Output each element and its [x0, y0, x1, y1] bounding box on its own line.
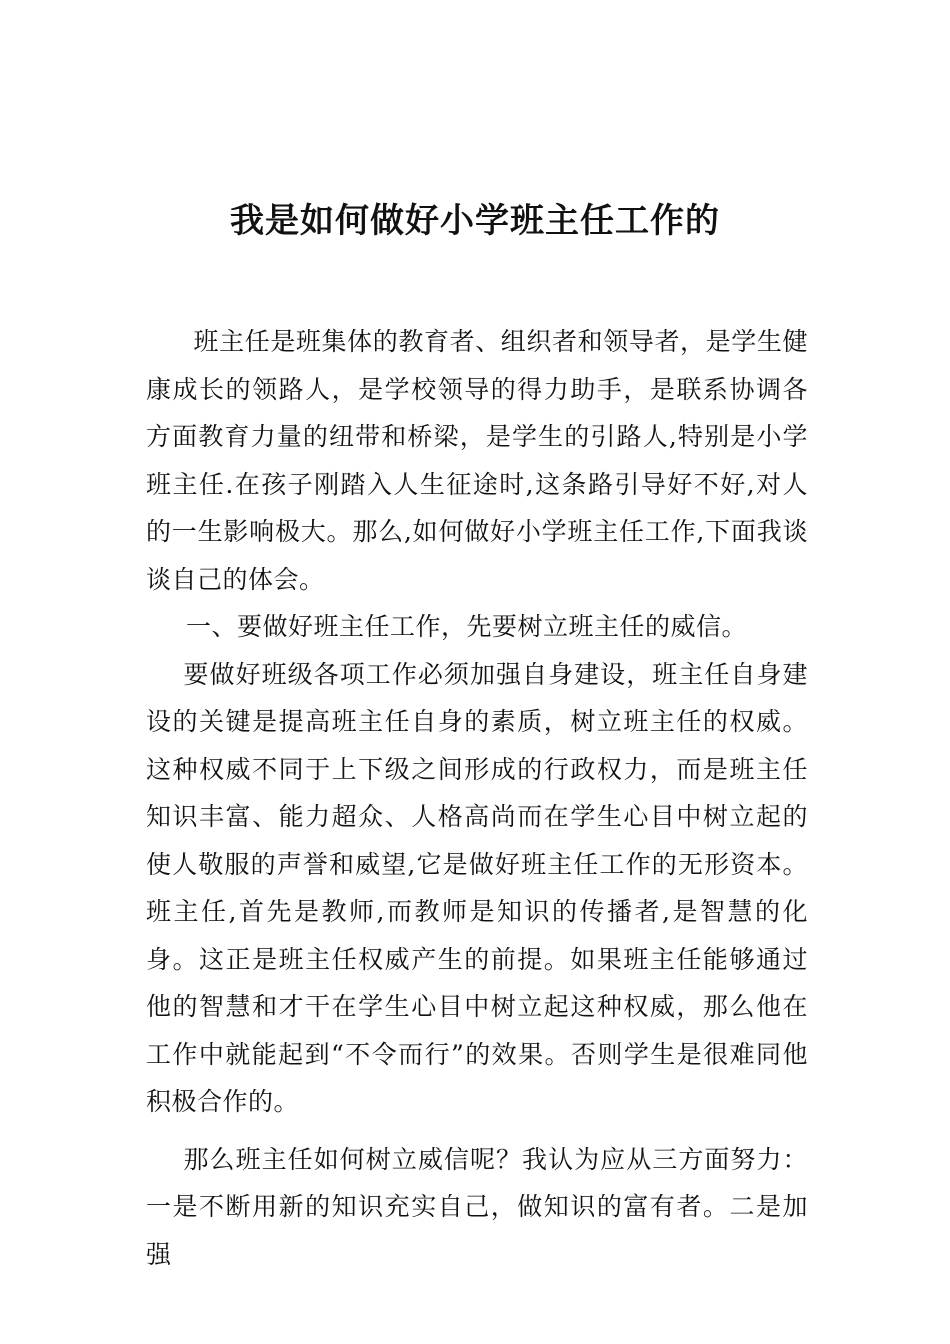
paragraph-how-to-build-prestige: 那么班主任如何树立威信呢？我认为应从三方面努力：一是不断用新的知识充实自己，做知识的富有者。二是加强	[146, 1144, 808, 1269]
paragraph-authority: 要做好班级各项工作必须加强自身建设，班主任自身建设的关键是提高班主任自身的素质，树立班主任的权威。这种权威不同于上下级之间形成的行政权力，而是班主任知识丰富、能力超众、人格高尚而在学生心目中树立起的使人敬服的声誉和威望,它是做好班主任工作的无形资本。班主任,首先是教师,而教师是知识的传播者,是智慧的化身。这正是班主任权威产生的前提。如果班主任能够通过他的智慧和才干在学生心目中树立起这种权威，那么他在工作中就能起到“不令而行”的效果。否则学生是很难同他积极合作的。	[146, 659, 808, 1116]
document-title: 我是如何做好小学班主任工作的	[230, 201, 720, 241]
section-heading-1: 一、要做好班主任工作，先要树立班主任的威信。	[186, 612, 748, 641]
paragraph-intro: 班主任是班集体的教育者、组织者和领导者，是学生健康成长的领路人，是学校领导的得力助手，是联系协调各方面教育力量的纽带和桥梁，是学生的引路人,特别是小学班主任.在孩子刚踏入人生征途时,这条路引导好不好,对人的一生影响极大。那么,如何做好小学班主任工作,下面我谈谈自己的体会。	[146, 327, 808, 594]
document-body	[146, 318, 808, 1278]
